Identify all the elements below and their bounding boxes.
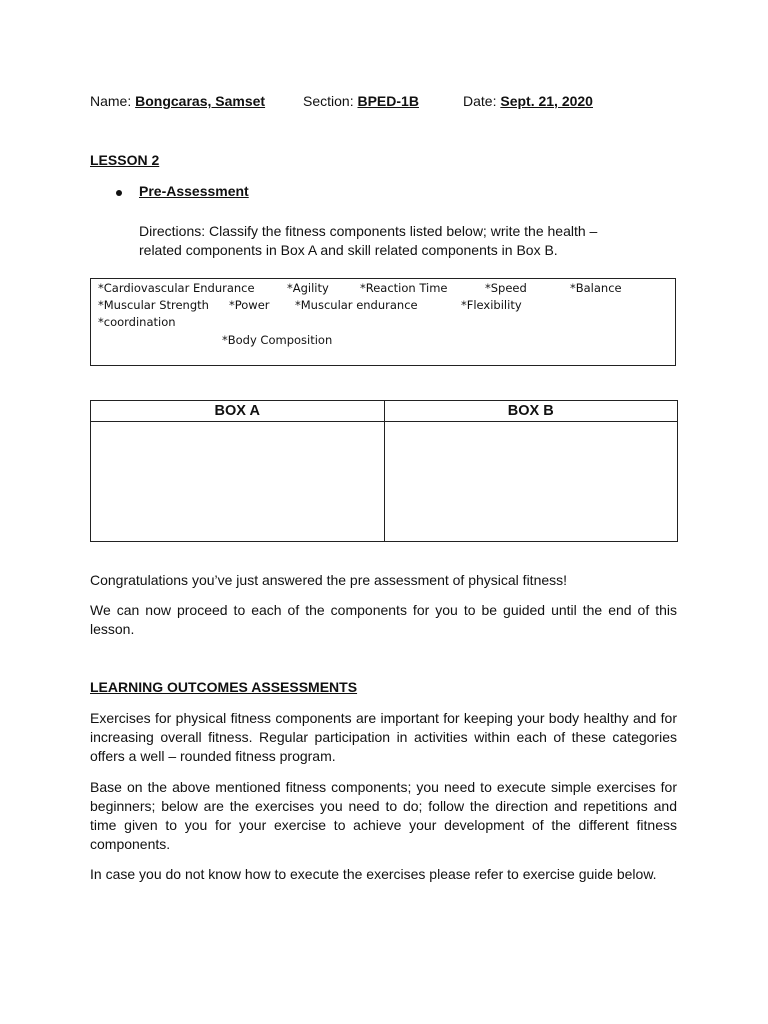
section-label: Section:: [303, 93, 354, 109]
component-reaction-time: *Reaction Time: [360, 281, 448, 295]
directions-line-2: related components in Box A and skill related components in Box B.: [139, 242, 558, 258]
proceed-paragraph: We can now proceed to each of the components for you to be guided until the end of this lesson.: [90, 602, 677, 637]
lesson-title: LESSON 2: [90, 152, 160, 168]
section-info: [303, 93, 419, 109]
fitness-components-box: [90, 278, 676, 366]
component-body-composition: *Body Composition: [222, 333, 333, 347]
learning-outcomes-paragraph-3: In case you do not know how to execute the exercises please refer to exercise guide below.: [90, 866, 657, 882]
student-name: Bongcaras, Samset: [135, 93, 266, 109]
box-b-header: BOX B: [384, 401, 678, 422]
learning-outcomes-paragraph-1: Exercises for physical fitness components are important for keeping your body healthy and for increasing overall fitness. Regular participation in activities within each of these categories offers a well – rounded fitness program.: [90, 710, 677, 764]
classification-table: [90, 400, 678, 542]
component-speed: *Speed: [485, 281, 527, 295]
component-agility: *Agility: [287, 281, 329, 295]
component-balance: *Balance: [570, 281, 622, 295]
congrats-text: Congratulations you’ve just answered the pre assessment of physical fitness!: [90, 572, 568, 588]
box-a-cell[interactable]: [91, 422, 385, 542]
box-a-header: BOX A: [91, 401, 385, 422]
learning-outcomes-title: LEARNING OUTCOMES ASSESSMENTS: [90, 679, 358, 695]
pre-assessment-title: Pre-Assessment: [139, 183, 249, 199]
section-value: BPED-1B: [357, 93, 419, 109]
directions-line-1: Directions: Classify the fitness components listed below; write the health –: [139, 223, 598, 239]
component-muscular-endurance: *Muscular endurance: [295, 298, 418, 312]
component-cardiovascular-endurance: *Cardiovascular Endurance: [98, 281, 255, 295]
bullet-icon: [116, 184, 136, 203]
component-power: *Power: [229, 298, 270, 312]
box-b-cell[interactable]: [384, 422, 678, 542]
learning-outcomes-paragraph-2: Base on the above mentioned fitness components; you need to execute simple exercises for beginners; below are the exercises you need to do; follow the direction and repetitions and time given to you for your exercise to achieve your development of the different fitness components.: [90, 779, 677, 852]
date-label: Date:: [463, 93, 497, 109]
component-flexibility: *Flexibility: [461, 298, 522, 312]
date-value: Sept. 21, 2020: [500, 93, 593, 109]
component-coordination: *coordination: [98, 315, 176, 329]
student-info-row: [90, 93, 265, 109]
component-muscular-strength: *Muscular Strength: [98, 298, 209, 312]
name-label: Name:: [90, 93, 132, 109]
date-info: [463, 93, 593, 109]
